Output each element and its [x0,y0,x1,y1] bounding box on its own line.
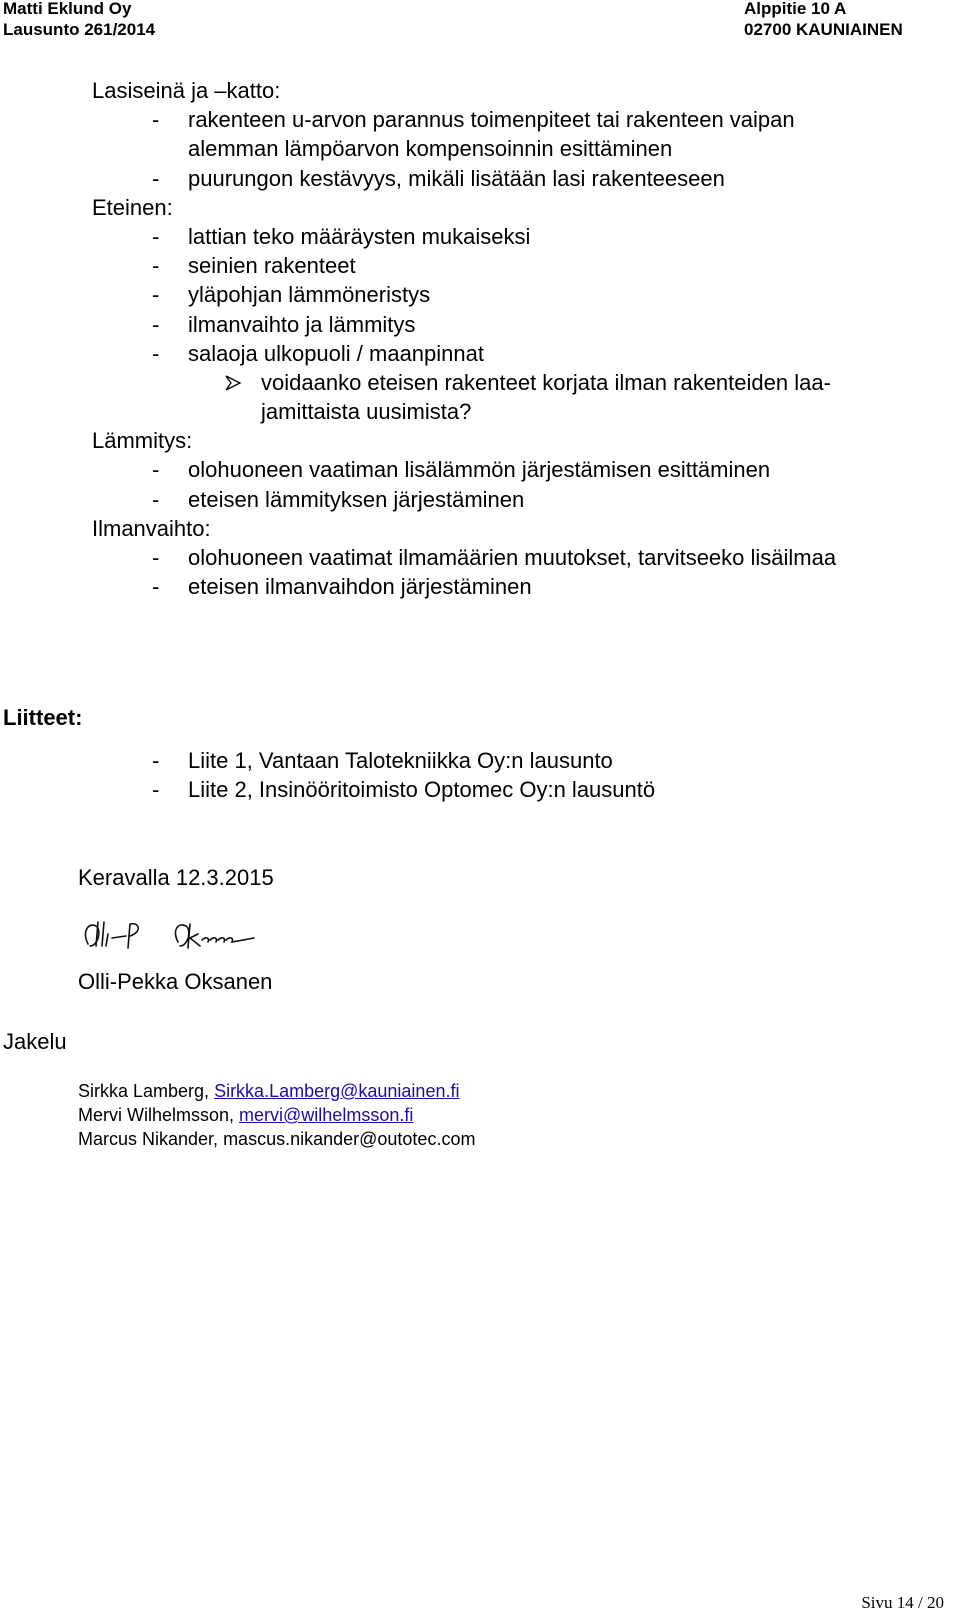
list-item: - seinien rakenteet [152,253,356,279]
list-item: - olohuoneen vaatiman lisälämmön järjestämisen esittäminen [152,457,771,483]
list-item-continuation: alemman lämpöarvon kompensoinnin esittäminen [188,136,673,162]
list-item: - eteisen ilmanvaihdon järjestäminen [152,574,532,600]
dash: - [152,165,160,191]
page-number: Sivu 14 / 20 [861,1593,944,1612]
email-link[interactable]: mervi@wilhelmsson.fi [239,1105,414,1125]
header-doc-ref: Lausunto 261/2014 [3,20,156,39]
section-title: Lasiseinä ja –katto: [92,78,281,103]
handwritten-signature [78,918,258,967]
header-company: Matti Eklund Oy [3,0,132,18]
distribution-entry: Marcus Nikander, mascus.nikander@outotec.com [78,1129,476,1149]
list-item: - yläpohjan lämmöneristys [152,282,431,308]
list-item: - olohuoneen vaatimat ilmamäärien muutokset, tarvitseeko lisäilmaa [152,545,837,570]
header-street: Alppitie 10 A [744,0,847,18]
distribution-list [78,1079,475,1151]
sub-question: voidaanko eteisen rakenteet korjata ilman rakenteiden laa- [92,368,942,397]
list-item: - rakenteen u-arvon parannus toimenpiteet tai rakenteen vaipan [92,105,942,134]
distribution-title: Jakelu [3,1029,67,1054]
list-item: - ilmanvaihto ja lämmitys [152,311,416,337]
list-item: - eteisen lämmityksen järjestäminen [152,486,525,512]
sub-question-continuation: jamittaista uusimista? [261,399,472,425]
list-item: - lattian teko määräysten mukaiseksi [152,223,531,249]
distribution-entry: Sirkka Lamberg, Sirkka.Lamberg@kauniainen.fi [78,1081,460,1101]
email-link[interactable]: Sirkka.Lamberg@kauniainen.fi [214,1081,460,1101]
section-title: Eteinen: [92,194,173,220]
email-text: mascus.nikander@outotec.com [223,1129,476,1149]
list-item: - puurungon kestävyys, mikäli lisätään lasi rakenteeseen [92,164,942,193]
distribution-entry: Mervi Wilhelmsson, mervi@wilhelmsson.fi [78,1105,414,1125]
place-date: Keravalla 12.3.2015 [78,865,274,890]
dash: - [152,107,160,133]
section-title: Ilmanvaihto: [92,515,211,541]
list-item: - salaoja ulkopuoli / maanpinnat [152,340,484,366]
section-title: Lämmitys: [92,428,193,454]
header-postal: 02700 KAUNIAINEN [744,20,903,39]
signer-name: Olli-Pekka Oksanen [78,969,273,994]
requirements-body [92,76,942,601]
attachments-title: Liitteet: [3,705,83,730]
